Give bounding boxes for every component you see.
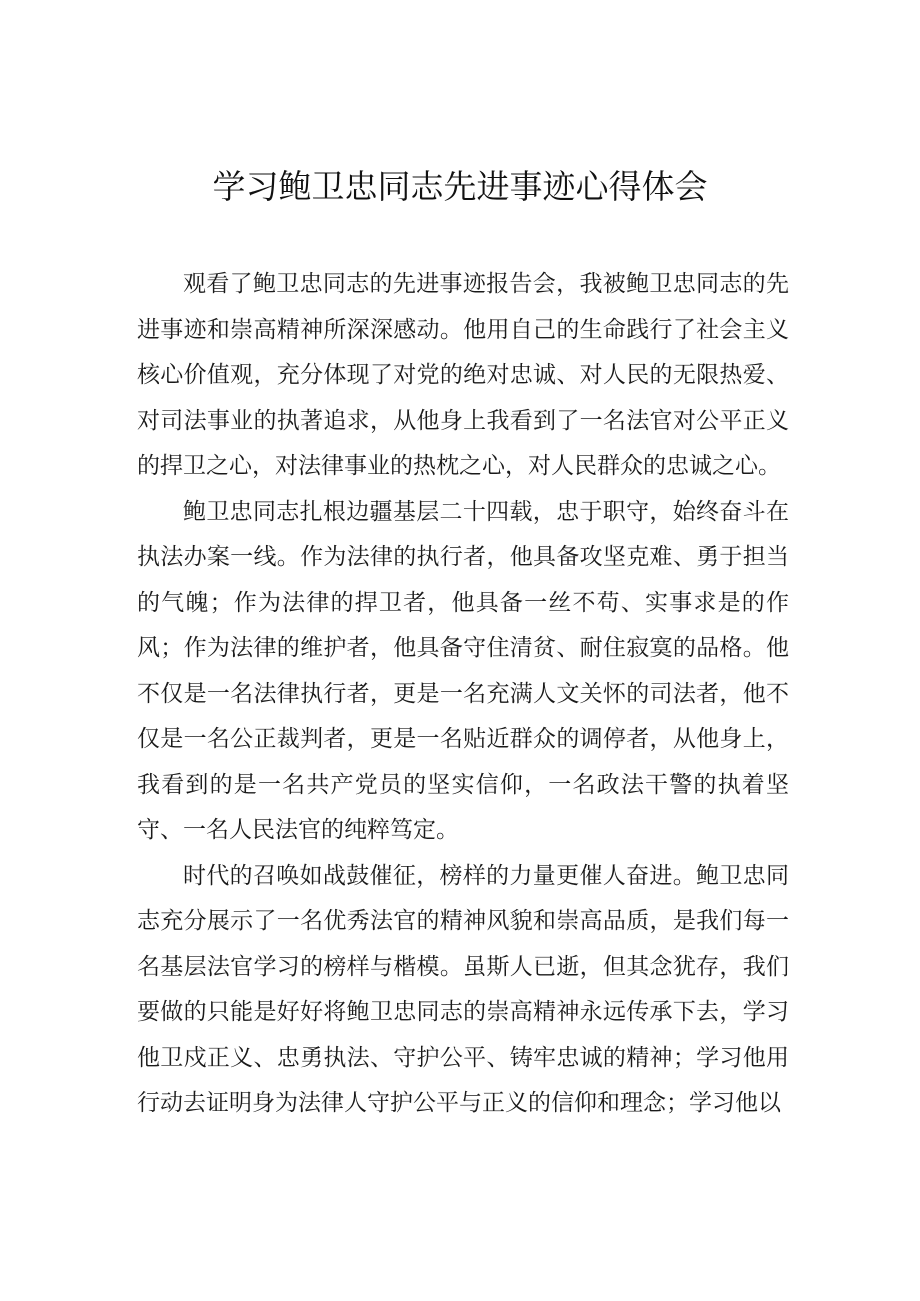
paragraph-1: 观看了鲍卫忠同志的先进事迹报告会，我被鲍卫忠同志的先进事迹和崇高精神所深深感动。他用自己的生命践行了社会主义核心价值观，充分体现了对党的绝对忠诚、对人民的无限热爱、对司法事业的执著追求，从他身上我看到了一名法官对公平正义的捍卫之心，对法律事业的热枕之心，对人民群众的忠诚之心。 — [137, 271, 789, 479]
paragraph-3: 时代的召唤如战鼓催征，榜样的力量更催人奋进。鲍卫忠同志充分展示了一名优秀法官的精神风貌和崇高品质，是我们每一名基层法官学习的榜样与楷模。虽斯人已逝，但其念犹存，我们要做的只能是好好将鲍卫忠同志的崇高精神永远传承下去，学习他卫戍正义、忠勇执法、守护公平、铸牢忠诚的精神；学习他用行动去证明身为法律人守护公平与正义的信仰和理念；学习他以 — [137, 862, 789, 1116]
paragraph-2: 鲍卫忠同志扎根边疆基层二十四载，忠于职守，始终奋斗在执法办案一线。作为法律的执行者，他具备攻坚克难、勇于担当的气魄；作为法律的捍卫者，他具备一丝不苟、实事求是的作风；作为法律的维护者，他具备守住清贫、耐住寂寞的品格。他不仅是一名法律执行者，更是一名充满人文关怀的司法者，他不仅是一名公正裁判者，更是一名贴近群众的调停者，从他身上，我看到的是一名共产党员的坚实信仰，一名政法干警的执着坚守、一名人民法官的纯粹笃定。 — [137, 498, 789, 843]
document-body — [137, 262, 789, 1127]
document-title: 学习鲍卫忠同志先进事迹心得体会 — [212, 167, 708, 206]
